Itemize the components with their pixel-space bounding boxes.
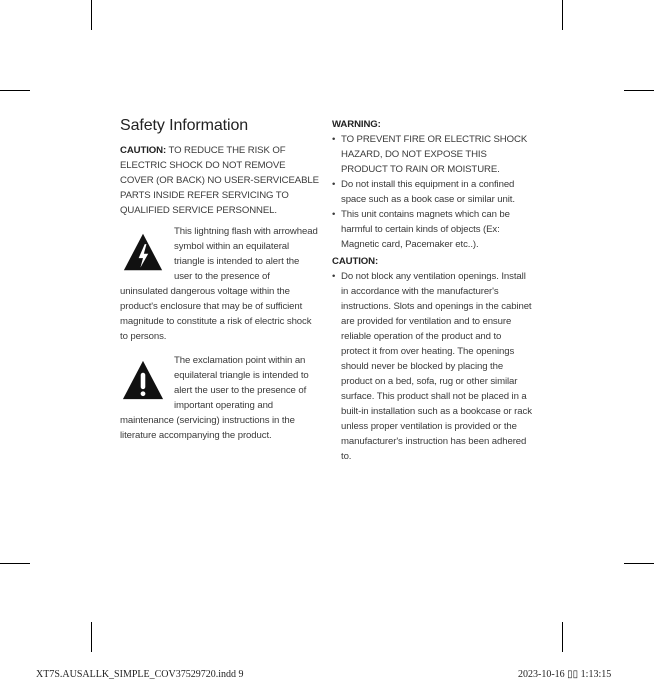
left-column xyxy=(120,116,320,443)
crop-mark xyxy=(624,563,654,564)
crop-mark xyxy=(0,563,30,564)
crop-mark xyxy=(91,622,92,652)
caution-text: TO REDUCE THE RISK OF ELECTRIC SHOCK DO NOT REMOVE COVER (OR BACK) NO USER-SERVICEABLE PARTS INSIDE REFER SERVICING TO QUALIFIED SERVICE PERSONNEL. xyxy=(120,145,319,216)
right-column xyxy=(332,117,532,464)
lightning-warning-icon xyxy=(120,232,166,272)
list-item: • Do not block any ventilation openings. Install in accordance with the manufacturer's instructions. Slots and openings in the cabinet are provided for ventilation and to ensure reliable operation of the product and to protect it from over heating. The openings should never be blocked by placing the product on a bed, sofa, rug or other similar surface. This product shall not be placed in a built-in installation such as a bookcase or rack unless proper ventilation is provided or the manufacturer's instruction has been adhered to. xyxy=(332,269,532,464)
crop-mark xyxy=(562,622,563,652)
caution-paragraph xyxy=(120,143,320,218)
warning-list xyxy=(332,132,532,252)
exclamation-text: The exclamation point within an equilateral triangle is intended to alert the user to the presence of important operating and maintenance (servicing) instructions in the literature accompanying the product. xyxy=(120,355,309,441)
list-item: • Do not install this equipment in a confined space such as a book case or similar unit. xyxy=(332,177,532,207)
caution-heading: CAUTION: xyxy=(332,256,379,267)
page-title: Safety Information xyxy=(120,117,249,134)
crop-mark xyxy=(562,0,563,30)
footer-file: XT7S.AUSALLK_SIMPLE_COV37529720.indd 9 xyxy=(36,669,244,680)
warning-heading: WARNING: xyxy=(332,119,381,130)
crop-mark xyxy=(91,0,92,30)
crop-mark xyxy=(0,90,30,91)
caution-list xyxy=(332,269,532,464)
caution-label: CAUTION: xyxy=(120,145,167,156)
lightning-block xyxy=(120,224,320,344)
list-item: • This unit contains magnets which can be harmful to certain kinds of objects (Ex: Magnetic card, Pacemaker etc..). xyxy=(332,207,532,252)
crop-mark xyxy=(624,90,654,91)
lightning-text: This lightning flash with arrowhead symbol within an equilateral triangle is intended to alert the user to the presence of uninsulated dangerous voltage within the product's enclosure that may be of sufficient magnitude to constitute a risk of electric shock to persons. xyxy=(120,226,318,342)
list-item: • TO PREVENT FIRE OR ELECTRIC SHOCK HAZARD, DO NOT EXPOSE THIS PRODUCT TO RAIN OR MOISTURE. xyxy=(332,132,532,177)
footer-timestamp: 2023-10-16 ▯▯ 1:13:15 xyxy=(518,669,612,680)
exclamation-block xyxy=(120,353,320,443)
exclamation-warning-icon xyxy=(120,359,166,401)
